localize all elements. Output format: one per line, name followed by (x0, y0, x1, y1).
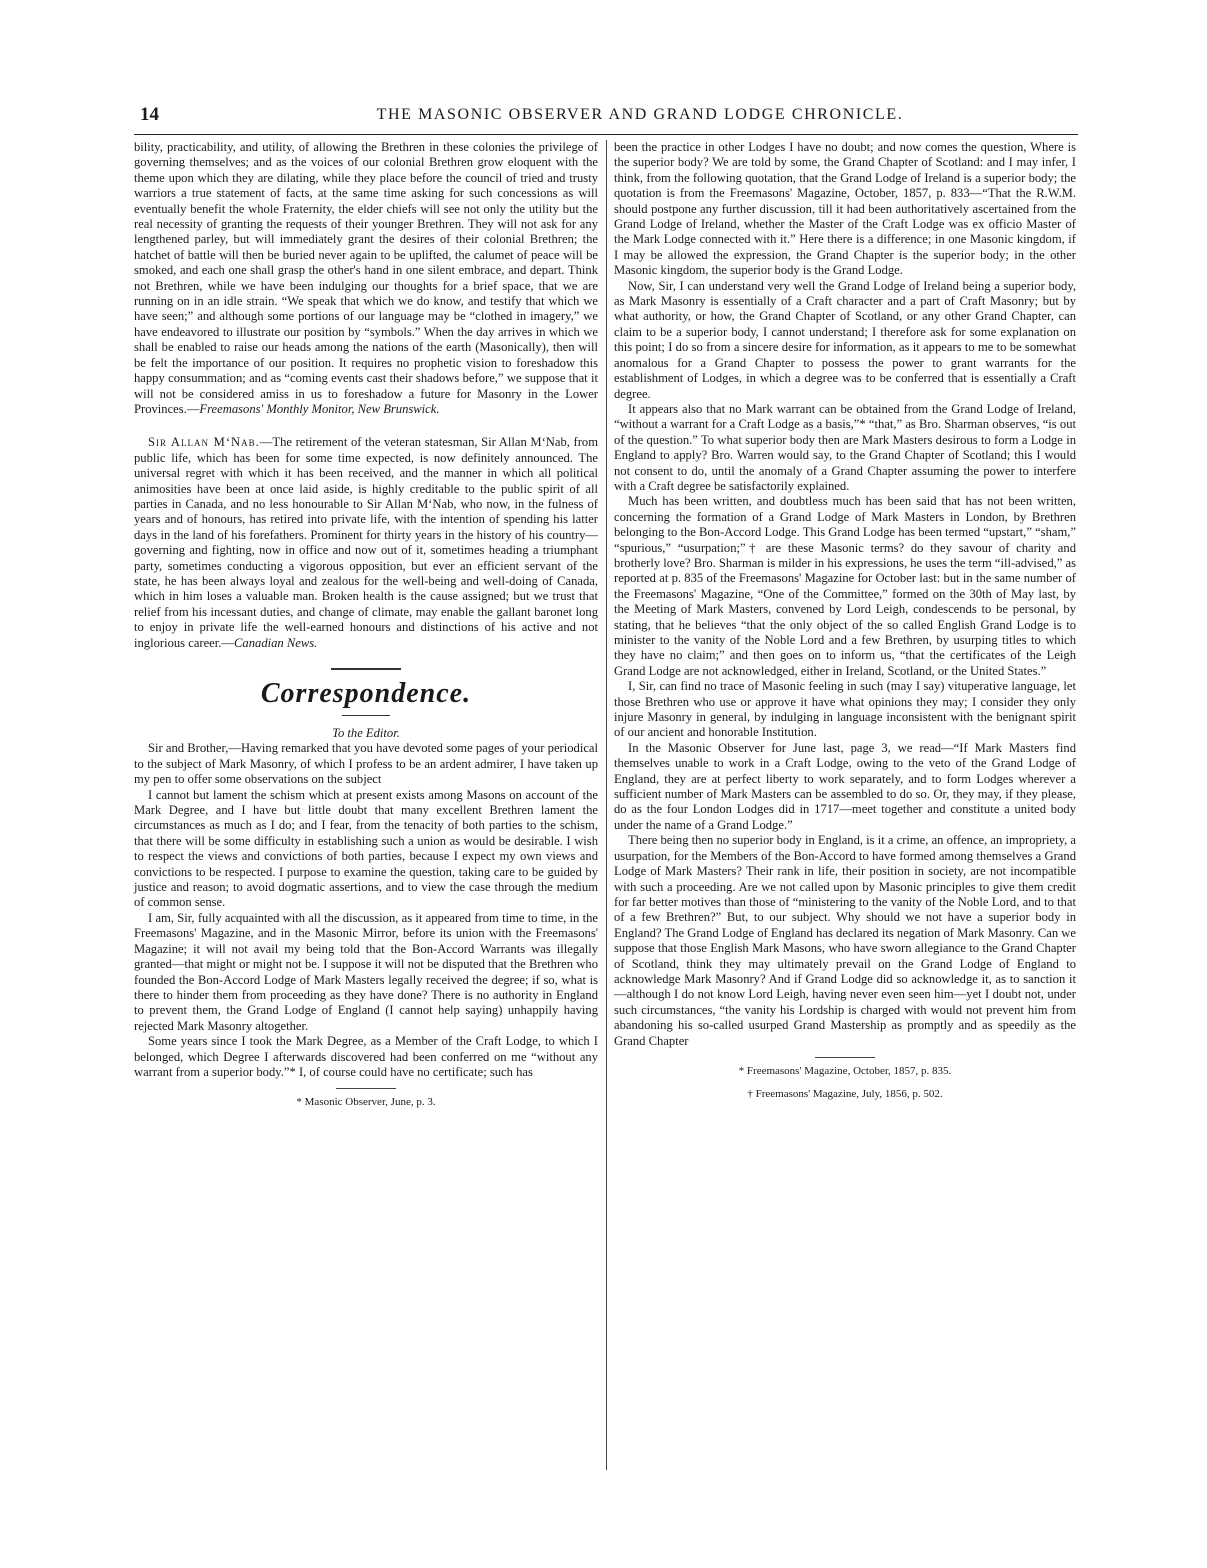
right-column (614, 140, 1076, 1102)
footnote: * Masonic Observer, June, p. 3. (296, 1096, 436, 1109)
mnab-text: —The retirement of the veteran statesman, Sir Allan M‘Nab, from public life, which has been for some time expected, is now definitely announced. The universal regret with which it has been received, and the manner in which all political animosities have been at once laid aside, is highly creditable to the public spirit of all parties in Canada, and no less honourable to Sir Allan M‘Nab, who now, in the fulness of years and of honours, has retired into private life, with the intention of spending his latter days in the land of his forefathers. Prominent for thirty years in the history of his country—governing and fighting, now in office and now out of it, sometimes heading a triumphant party, sometimes conducting a vigorous opposition, but ever an efficient servant of the state, he has been always loyal and zealous for the well-being and well-doing of Canada, which in him loses a valuable man. Broken health is the cause assigned; but we trust that relief from his incessant duties, and change of climate, may enable the gallant baronet long to enjoy in private life the well-earned honours and distinctions of his active and not inglorious career.— (134, 435, 598, 650)
section-ornament (134, 661, 598, 671)
letter-paragraph: I am, Sir, fully acquainted with all the discussion, as it appeared from time to time, in the Freemasons' Magazine, and in the Masonic Mirror, before its union with the Freemasons' Magazine; it will not avail my being told that the Bon-Accord Warrants was illegally granted—that might or might not be. I suppose it will not be disputed that the Brethren who founded the Bon-Accord Lodge of Mark Masters legally received the degree; if so, what is there to hinder them from proceeding as they have done? There is no authority in England to prevent them, the Grand Lodge of England (I cannot help saying) unhappily having rejected Mark Masonry altogether. (134, 910, 598, 1033)
letter-paragraph: been the practice in other Lodges I have no doubt; and now comes the question, Where is the superior body? We are told by some, the Grand Chapter of Scotland: and I may infer, I think, from the following quotation, that the Grand Lodge of Ireland is a superior body; the quotation is from the Freemasons' Magazine, October, 1857, p. 833—“That the R.W.M. should postpone any further discussion, till it had been authoritatively ascertained from the Grand Lodge of Ireland, whether the Master of the Craft Lodge was ex officio Master of the Mark Lodge connected with it.” Here there is a difference; in one Masonic kingdom, if I may be allowed the expression, the Grand Chapter is the superior body; in the other Masonic kingdom, the superior body is the Grand Lodge. (614, 140, 1076, 278)
page-number: 14 (140, 104, 159, 125)
mnab-heading: Sir Allan M‘Nab. (148, 435, 260, 450)
title-rule (342, 715, 390, 716)
article-continuation (134, 140, 598, 417)
letter-paragraph: Much has been written, and doubtless much has been said that has not been written, concerning the formation of a Grand Lodge of Mark Masters in London, by Brethren belonging to the Bon-Accord Lodge. This Grand Lodge has been termed “upstart,” “sham,” “spurious,” “usurpation;”† are these Masonic terms? do they savour of charity and brotherly love? Bro. Sharman is milder in his expressions, he uses the term “ill-advised,” as reported at p. 835 of the Freemasons' Magazine for October last: but in the same number of the Freemasons' Magazine, “One of the Committee,” formed on the 30th of May last, by the Meeting of Mark Masters, convened by Lord Leigh, condescends to be personal, by stating, that he believes “that the only object of the so called English Grand Lodge is to minister to the vanity of the Noble Lord and a few Brethren, by usurping titles to which they have no claim;” and then goes on to inform us, “that the certificates of the Leigh Grand Lodge are not acknowledged, either in Ireland, Scotland, or the United States.” (614, 494, 1077, 678)
letter-paragraph: There being then no superior body in England, is it a crime, an offence, an impropriety, a usurpation, for the Members of the Bon-Accord to have formed among themselves a Grand Lodge of Mark Masters? Their rank in life, their position in society, are not incompatible with such a proceeding. Are we not called upon by Masonic principles to give them credit for far better motives than those of “ministering to the vanity of the Noble Lord, and to that of a few Brethren?” But, to our subject. Why should we not have a superior body in England? The Grand Lodge of England has declared its negation of Mark Masonry. Can we suppose that those English Mark Masons, who have sworn allegiance to the Grand Chapter of Scotland, think they may ultimately prevail on the Grand Lodge of England to acknowledge Mark Masonry? And if Grand Lodge did so acknowledge it, as to sanction it—although I do not know Lord Leigh, having never even seen him—yet I doubt not, under such circumstances, “the vanity his Lordship is charged with would not prevent him from abandoning his so-called usurped Grand Mastership as promptly and as speedily as the Grand Chapter (614, 833, 1076, 1048)
column-divider (606, 140, 607, 1470)
letter-paragraph: Now, Sir, I can understand very well the Grand Lodge of Ireland being a superior body, as Mark Masonry is essentially of a Craft character and a part of Craft Masonry; but by what authority, or how, the Grand Chapter of Scotland, or any other Grand Chapter, can claim to be a superior body, I cannot understand; I therefore ask for some explanation on this point; I do so from a sincere desire for information, as it appears to me to be somewhat anomalous for a Grand Chapter to possess the power to grant warrants for the establishment of Lodges, in which a degree was to be conferred that is essentially a Craft degree. (614, 278, 1076, 401)
footnote-rule (336, 1088, 396, 1089)
footnote: * Freemasons' Magazine, October, 1857, p. 835. (738, 1064, 952, 1077)
letter-paragraph: In the Masonic Observer for June last, page 3, we read—“If Mark Masters find themselves unable to work in a Craft Lodge, owing to the veto of the Grand Lodge of England, they are at perfect liberty to work separately, and to form Lodges wherever a sufficient number of Mark Masters can be assembled to do so. Or, they may, if they please, do as the four London Lodges did in 1717—meet together and constitute a united body under the name of a Grand Lodge.” (614, 740, 1076, 832)
letter-paragraph: Sir and Brother,—Having remarked that you have devoted some pages of your periodical to the subject of Mark Masonry, of which I profess to be an ardent admirer, I have taken up my pen to offer some observations on the subject (134, 741, 598, 787)
running-head: THE MASONIC OBSERVER AND GRAND LODGE CHRONICLE. (376, 106, 904, 123)
footnote: † Freemasons' Magazine, July, 1856, p. 502. (747, 1087, 943, 1100)
section-title: Correspondence. (260, 678, 472, 709)
header-rule (134, 134, 1078, 135)
footnote-rule (815, 1057, 875, 1058)
letter-paragraph: It appears also that no Mark warrant can be obtained from the Grand Lodge of Ireland, “without a warrant for a Craft Lodge as a basis,”* “that,” as Bro. Sharman observes, “is out of the question.” To what superior body then are Mark Masters desirous to form a Lodge in England to apply? Bro. Warren would say, to the Grand Chapter of Scotland; this I would not consent to do, until the anomaly of a Grand Chapter assuming the power to interfere with a Craft degree be satisfactorily explained. (614, 401, 1076, 493)
to-editor: To the Editor. (332, 726, 400, 740)
letter-paragraph: Some years since I took the Mark Degree, as a Member of the Craft Lodge, to which I belonged, which Degree I afterwards discovered had been conferred on me “without any warrant from a superior body.”* I, of course could have no certificate; such has (134, 1034, 598, 1079)
letter-paragraph: I cannot but lament the schism which at present exists among Masons on account of the Mark Degree, and I have but little doubt that many excellent Brethren lament the circumstances as much as I do; and I fear, from the tenacity of both parties to the schism, that there will be some difficulty in establishing such a union as would be desirable. I wish to respect the views and convictions of both parties, because I expect my own views and convictions to be respected. I purpose to examine the question, taking care to be guided by justice and reason; to avoid dogmatic assertions, and to view the case through the medium of common sense. (134, 787, 598, 910)
letter-paragraph: I, Sir, can find no trace of Masonic feeling in such (may I say) vituperative language, let those Brethren who use or approve it have what opinions they may; I consider they only injure Masonry in general, by indulging in language inconsistent with the benignant spirit of our ancient and honorable Institution. (614, 679, 1076, 740)
article-source: Freemasons' Monthly Monitor, New Brunswick. (199, 401, 440, 416)
spacer (134, 417, 598, 435)
mnab-source: Canadian News. (234, 635, 318, 650)
left-column (134, 140, 598, 1110)
article-text: bility, practicability, and utility, of allowing the Brethren in these colonies the privilege of governing themselves; and as the voices of our colonial Brethren grow eloquent with the theme upon which they are dilating, while they place before the council of tried and trusty warriors a true statement of facts, at the same time asking for such concessions as will eventually benefit the whole Fraternity, the elder chiefs will see not only the utility but the real necessity of granting the requests of their younger Brethren. They will not ask for any lengthened parley, but will immediately grant the desires of their colonial Brethren; the hatchet of battle will then be buried never again to be uplifted, the calumet of peace will be smoked, and each one shall grasp the other's hand in one silent embrace, and depart. Think not Brethren, while we have been indulging our thoughts for a brief space, that we are running on in an idle strain. “We speak that which we do know, and testify that which we have seen;” and although some portions of our language may be “clothed in imagery,” we have endeavored to illustrate our position by “symbols.” When the day arrives in which we shall be enabled to raise our heads among the nations of the earth (Masonically), then will be felt the importance of our position. It requires no prophetic vision to foreshadow this happy consummation; and as “coming events cast their shadows before,” we suppose that it will not be considered amiss in us to foreshadow a future for Masonry in the Lower Provinces.— (134, 140, 598, 416)
mnab-paragraph (134, 435, 598, 651)
